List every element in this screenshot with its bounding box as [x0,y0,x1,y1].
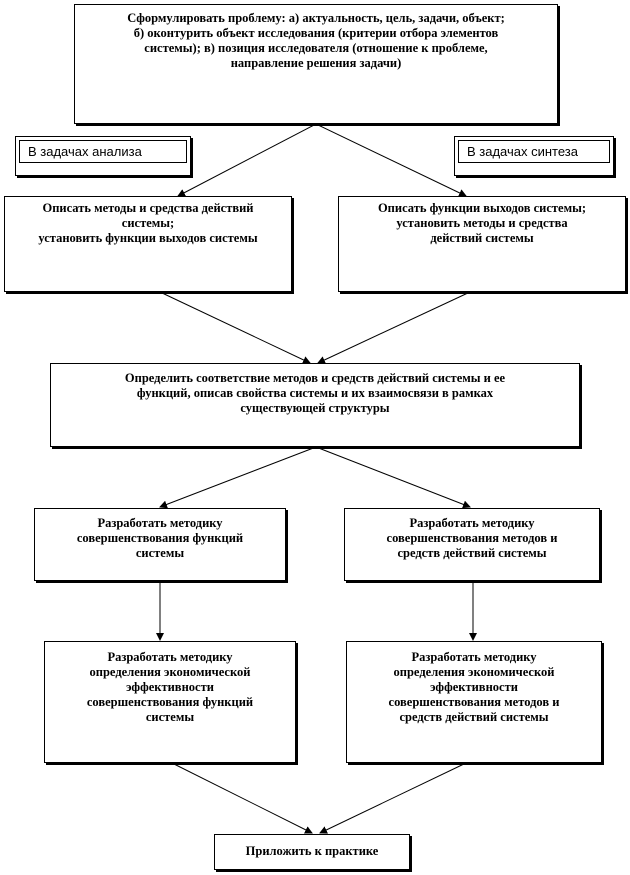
box-econ-methods [346,641,602,763]
box-line: направление решения задачи) [230,56,402,70]
box-develop-functions [34,508,286,581]
box-develop-methods [344,508,600,581]
arrow-top-to-right [316,124,466,196]
box-line: совершенствования функций [76,531,244,545]
arrow-middle-to-left [160,447,316,507]
label-synthesis [454,136,614,176]
box-formulate-problem [74,4,558,124]
arrow-middle-to-right [316,447,470,507]
label-synthesis-text: В задачах синтеза [458,140,610,163]
box-describe-methods [4,196,292,292]
box-line: действий системы [430,231,534,245]
box-line: совершенствования методов и [386,531,558,545]
box-line: установить методы и средства [396,216,568,230]
box-line: системы; [121,216,175,230]
box-line: определения экономической [393,665,555,679]
box-line: системы [135,546,185,560]
box-line: Сформулировать проблему: а) актуальность, цель, задачи, объект; [127,11,505,25]
box-line: определения экономической [89,665,251,679]
box-line: существующей структуры [240,401,390,415]
arrow-left-to-bottom [172,763,312,833]
arrow-right-to-middle [318,292,470,363]
box-line: установить функции выходов системы [38,231,258,245]
box-line: Определить соответствие методов и средств действий системы и ее [124,371,506,385]
box-line: Приложить к практике [245,844,379,858]
box-apply-to-practice [214,834,410,870]
label-analysis-text: В задачах анализа [19,140,187,163]
label-analysis [15,136,191,176]
box-line: эффективности [430,680,518,694]
box-line: Разработать методику [97,516,223,530]
arrow-top-to-left [178,124,316,196]
box-econ-functions [44,641,296,763]
box-line: б) оконтурить объект исследования (критерии отбора элементов [133,26,499,40]
box-line: совершенствования методов и [388,695,560,709]
arrow-left-to-middle [160,292,310,363]
box-line: Разработать методику [411,650,537,664]
arrow-right-to-bottom [320,763,466,833]
box-line: средств действий системы [397,546,547,560]
box-determine-correspondence [50,363,580,447]
box-describe-functions [338,196,626,292]
box-line: средств действий системы [399,710,549,724]
box-line: совершенствования функций [86,695,254,709]
box-line: Описать функции выходов системы; [377,201,587,215]
box-line: системы); в) позиция исследователя (отношение к проблеме, [144,41,488,55]
box-line: функций, описав свойства системы и их взаимосвязи в рамках [136,386,494,400]
box-line: Разработать методику [107,650,233,664]
box-line: системы [145,710,195,724]
box-line: Описать методы и средства действий [42,201,254,215]
box-line: эффективности [126,680,214,694]
box-line: Разработать методику [409,516,535,530]
